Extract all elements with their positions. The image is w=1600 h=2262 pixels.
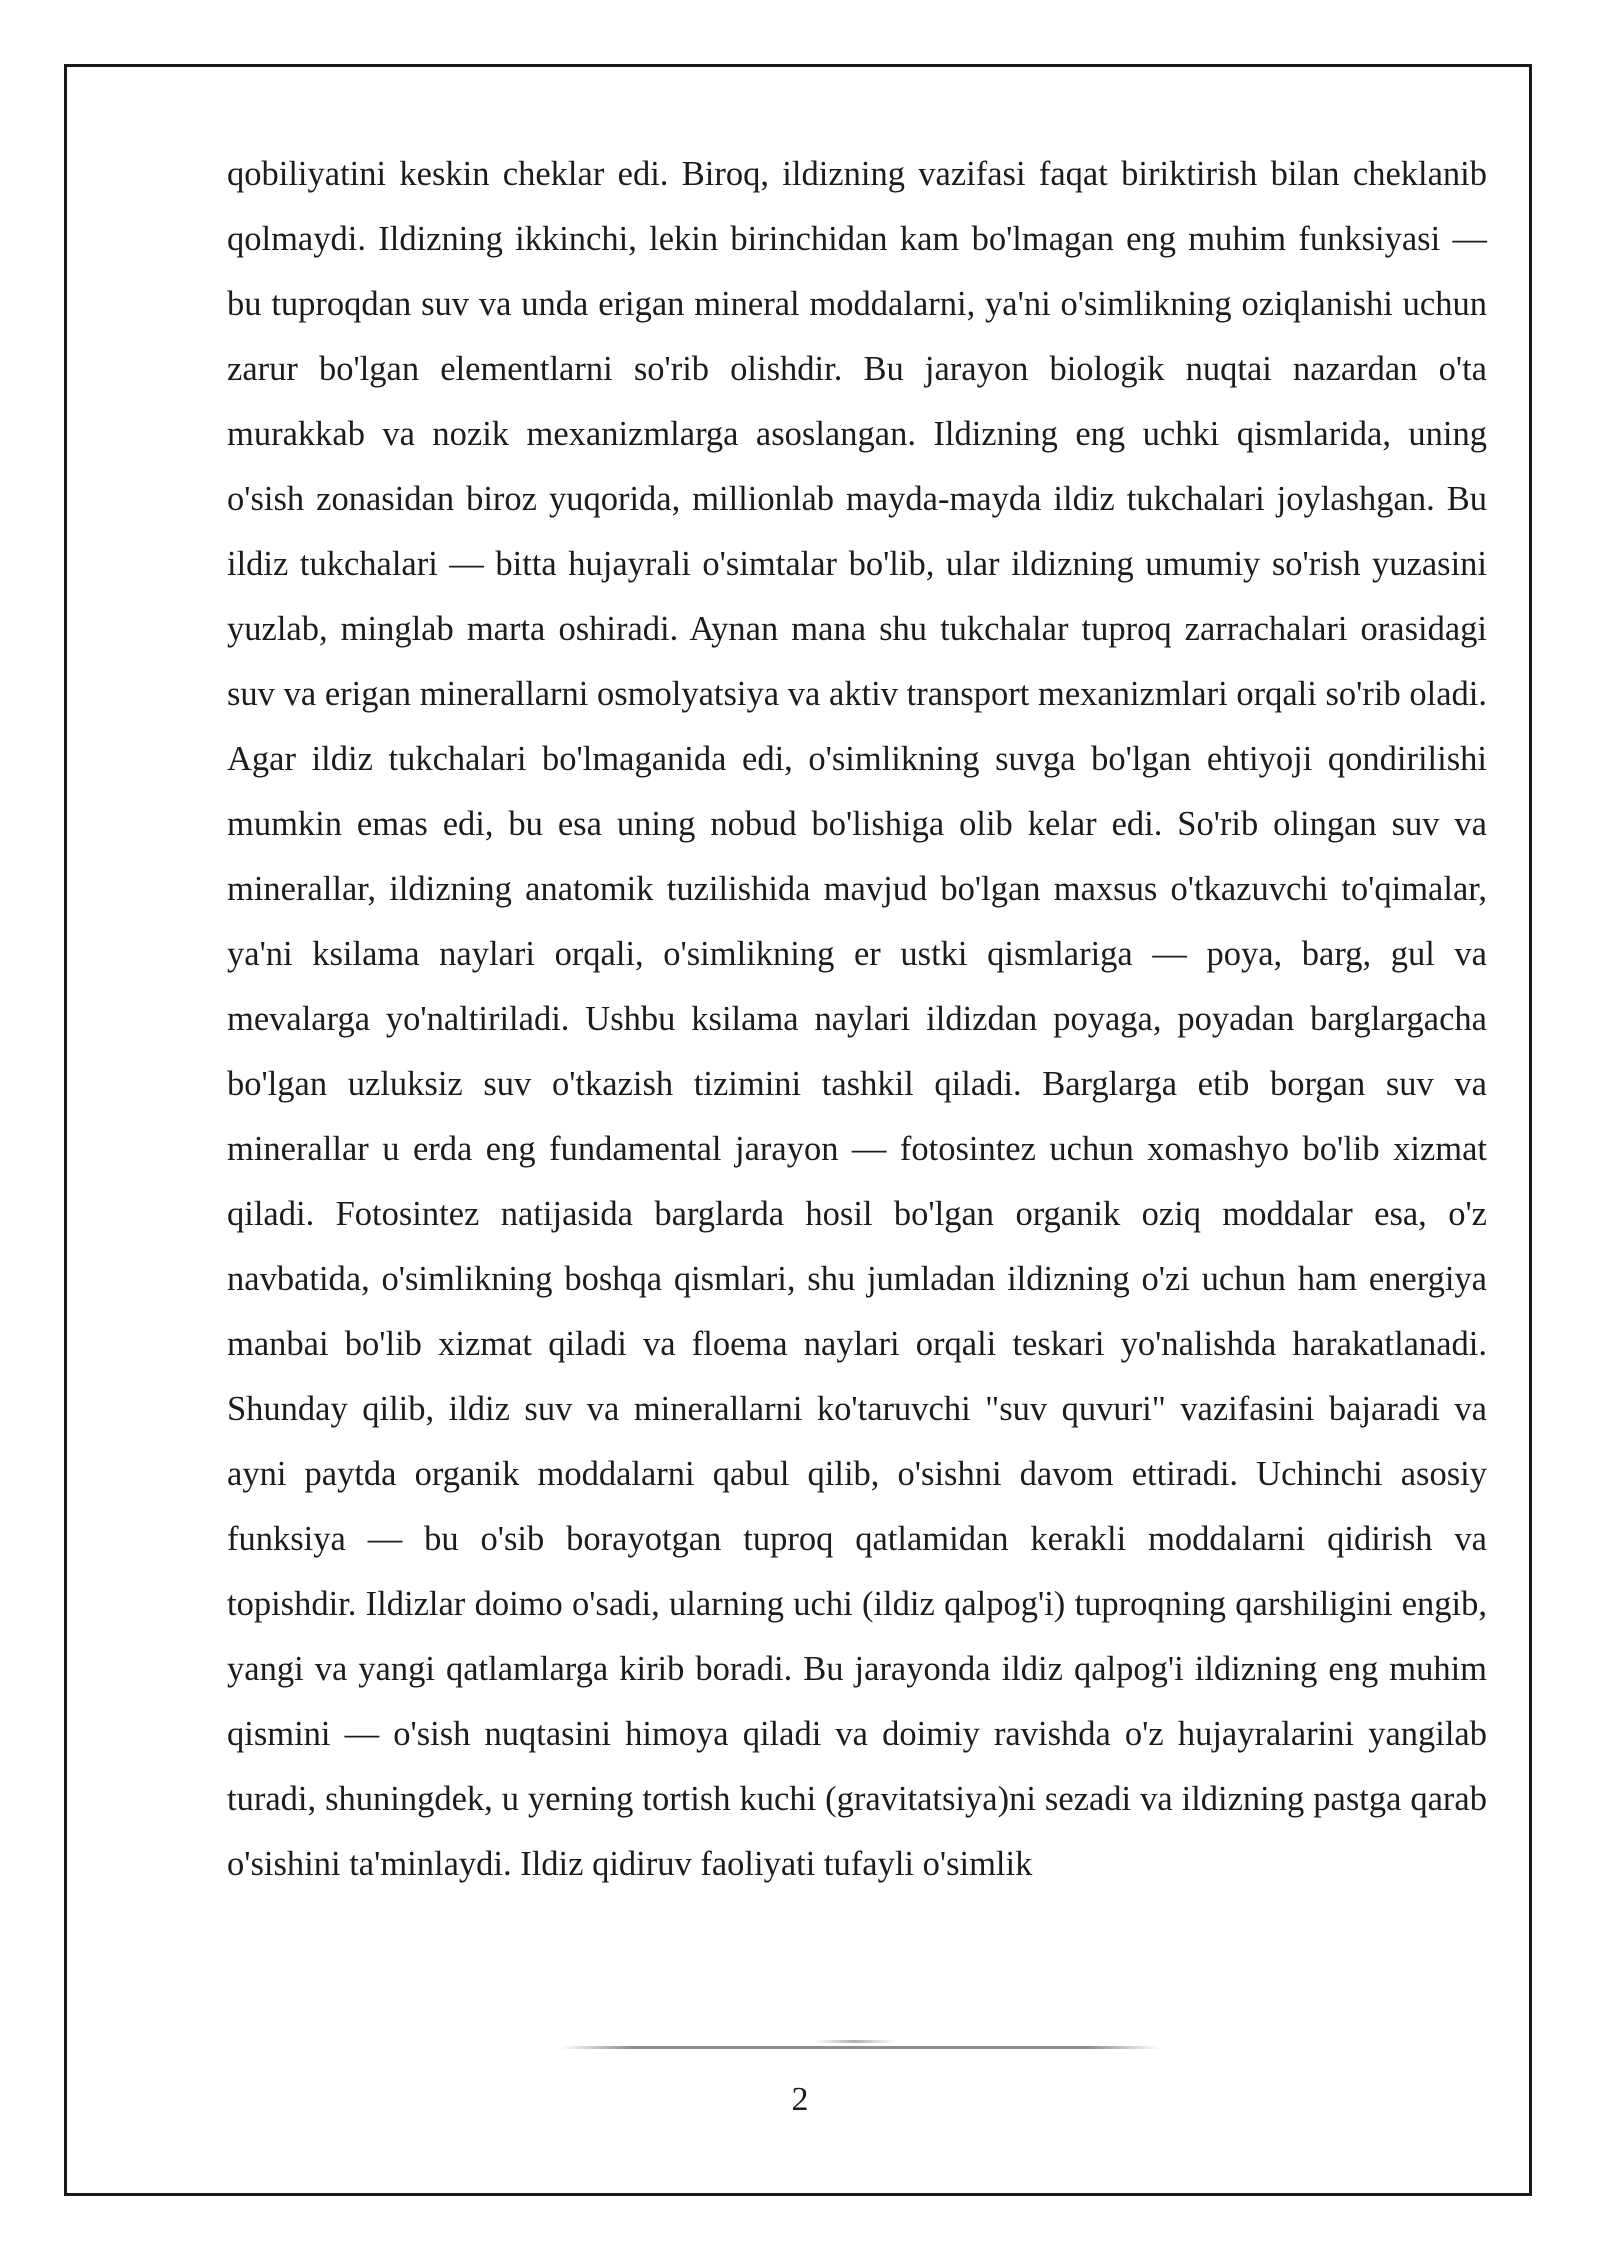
footer-divider [560, 2046, 1160, 2049]
footer-divider-accent [815, 2040, 895, 2043]
page-number: 2 [791, 2081, 809, 2118]
body-paragraph: qobiliyatini keskin cheklar edi. Biroq, ildizning vazifasi faqat biriktirish bilan cheklanib qolmaydi. Ildizning ikkinchi, lekin birinchidan kam bo'lmagan eng muhim funksiyasi — bu tuproqdan suv va unda erigan mineral moddalarni, ya'ni o'simlikning oziqlanishi uchun zarur bo'lgan elementlarni so'rib olishdir. Bu jarayon biologik nuqtai nazardan o'ta murakkab va nozik mexanizmlarga asoslangan. Ildizning eng uchki qismlarida, uning o'sish zonasidan biroz yuqorida, millionlab mayda-mayda ildiz tukchalari joylashgan. Bu ildiz tukchalari — bitta hujayrali o'simtalar bo'lib, ular ildizning umumiy so'rish yuzasini yuzlab, minglab marta oshiradi. Aynan mana shu tukchalar tuproq zarrachalari orasidagi suv va erigan minerallarni osmolyatsiya va aktiv transport mexanizmlari orqali so'rib oladi. Agar ildiz tukchalari bo'lmaganida edi, o'simlikning suvga bo'lgan ehtiyoji qondirilishi mumkin emas edi, bu esa uning nobud bo'lishiga olib kelar edi. So'rib olingan suv va minerallar, ildizning anatomik tuzilishida mavjud bo'lgan maxsus o'tkazuvchi to'qimalar, ya'ni ksilama naylari orqali, o'simlikning er ustki qismlariga — poya, barg, gul va mevalarga yo'naltiriladi. Ushbu ksilama naylari ildizdan poyaga, poyadan barglargacha bo'lgan uzluksiz suv o'tkazish tizimini tashkil qiladi. Barglarga etib borgan suv va minerallar u erda eng fundamental jarayon — fotosintez uchun xomashyo bo'lib xizmat qiladi. Fotosintez natijasida barglarda hosil bo'lgan organik oziq moddalar esa, o'z navbatida, o'simlikning boshqa qismlari, shu jumladan ildizning o'zi uchun ham energiya manbai bo'lib xizmat qiladi va floema naylari orqali teskari yo'nalishda harakatlanadi. Shunday qilib, ildiz suv va minerallarni ko'taruvchi "suv quvuri" vazifasini bajaradi va ayni paytda organik moddalarni qabul qilib, o'sishni davom ettiradi. Uchinchi asosiy funksiya — bu o'sib borayotgan tuproq qatlamidan kerakli moddalarni qidirish va topishdir. Ildizlar doimo o'sadi, ularning uchi (ildiz qalpog'i) tuproqning qarshiligini engib, yangi va yangi qatlamlarga kirib boradi. Bu jarayonda ildiz qalpog'i ildizning eng muhim qismini — o'sish nuqtasini himoya qiladi va doimiy ravishda o'z hujayralarini yangilab turadi, shuningdek, u yerning tortish kuchi (gravitatsiya)ni sezadi va ildizning pastga qarab o'sishini ta'minlaydi. Ildiz qidiruv faoliyati tufayli o'simlik [227, 155, 1487, 1883]
